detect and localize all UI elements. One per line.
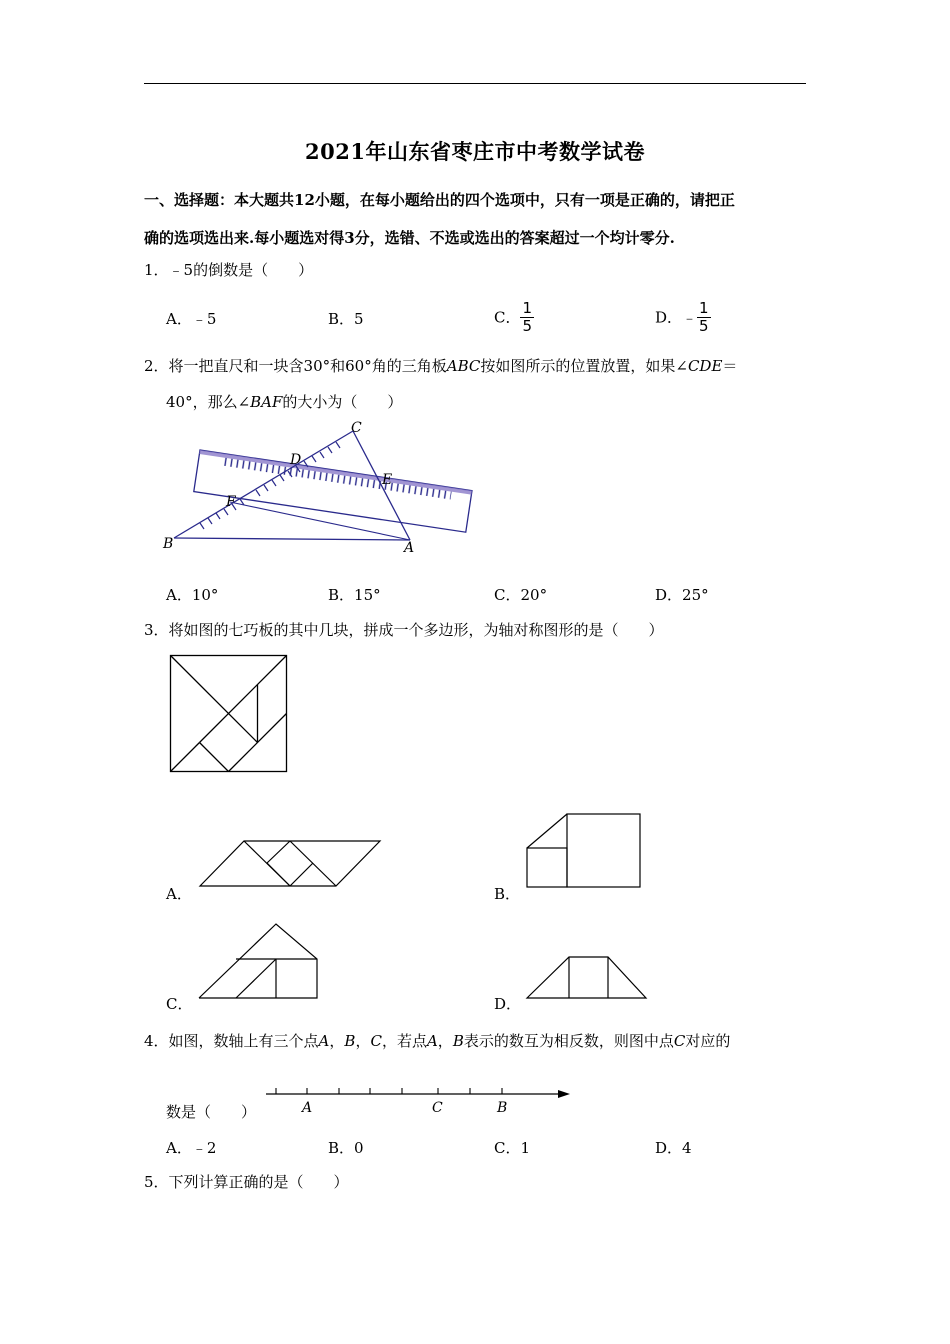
q1-option-b: B．5 [328,310,364,328]
q3-option-a: A． [166,885,192,903]
q4-option-b: B．0 [328,1139,364,1157]
q2-option-a: A．10° [166,586,219,604]
q4-stem-line2: 数是（ ） [166,1103,257,1121]
section-heading-line1: 一、选择题：本大题共12小题，在每小题给出的四个选项中，只有一项是正确的，请把正 [144,191,735,209]
label-a: A [404,540,415,556]
header-rule [144,83,806,84]
q3-stem: 3．将如图的七巧板的其中几块，拼成一个多边形，为轴对称图形的是（ ） [144,621,664,639]
q3-option-c: C． [166,995,193,1013]
q2-option-d: D．25° [655,586,709,604]
fraction: $\frac{1}{5}$ [699,299,709,335]
q2-stem-line1: 2．将一把直尺和一块含30°和60°角的三角板ABC按如图所示的位置放置，如果∠CDE＝ [144,357,738,375]
q4-stem-line1: 4．如图，数轴上有三个点A，B，C，若点A，B表示的数互为相反数，则图中点C对应的 [144,1032,731,1050]
q2-figure [160,418,480,558]
page-title: 2021年山东省枣庄市中考数学试卷 [305,139,645,164]
q2-option-c: C．20° [494,586,548,604]
q5-stem: 5．下列计算正确的是（ ） [144,1173,349,1191]
tangram-square [170,655,287,772]
q2-option-b: B．15° [328,586,381,604]
q3-figure-b [526,813,642,889]
number-line-label-b: B [497,1100,508,1116]
q1-option-a: A．﹣5 [166,310,217,328]
label-f: F [226,494,236,510]
triangle-side-ba [174,538,410,540]
label-e: E [382,472,393,488]
ruler [194,450,472,532]
q1-option-d: D．﹣ $\frac{1}{5}$ [655,299,709,335]
q3-figure-d [526,956,648,1000]
q3-figure-c [198,923,320,999]
q4-option-a: A．﹣2 [166,1139,217,1157]
label-b: B [163,536,174,552]
q2-stem-line2: 40°，那么∠BAF的大小为（ ） [166,393,403,411]
q3-option-b: B． [494,885,521,903]
number-line [262,1084,574,1120]
number-line-label-a: A [302,1100,313,1116]
label-c: C [351,420,362,436]
fraction: $\frac{1}{5}$ [522,299,533,335]
q4-option-c: C．1 [494,1139,531,1157]
q3-option-d: D． [494,995,522,1013]
label-d: D [290,452,302,468]
q1-option-c: C． $\frac{1}{5}$ [494,299,533,335]
q4-option-d: D．4 [655,1139,692,1157]
q3-figure-a [198,840,382,888]
segment-af [230,502,410,540]
number-line-label-c: C [432,1100,443,1116]
section-heading-line2: 确的选项选出来.每小题选对得3分，选错、不选或选出的答案超过一个均计零分. [144,229,675,247]
q1-stem: 1．﹣5的倒数是（ ） [144,261,314,279]
